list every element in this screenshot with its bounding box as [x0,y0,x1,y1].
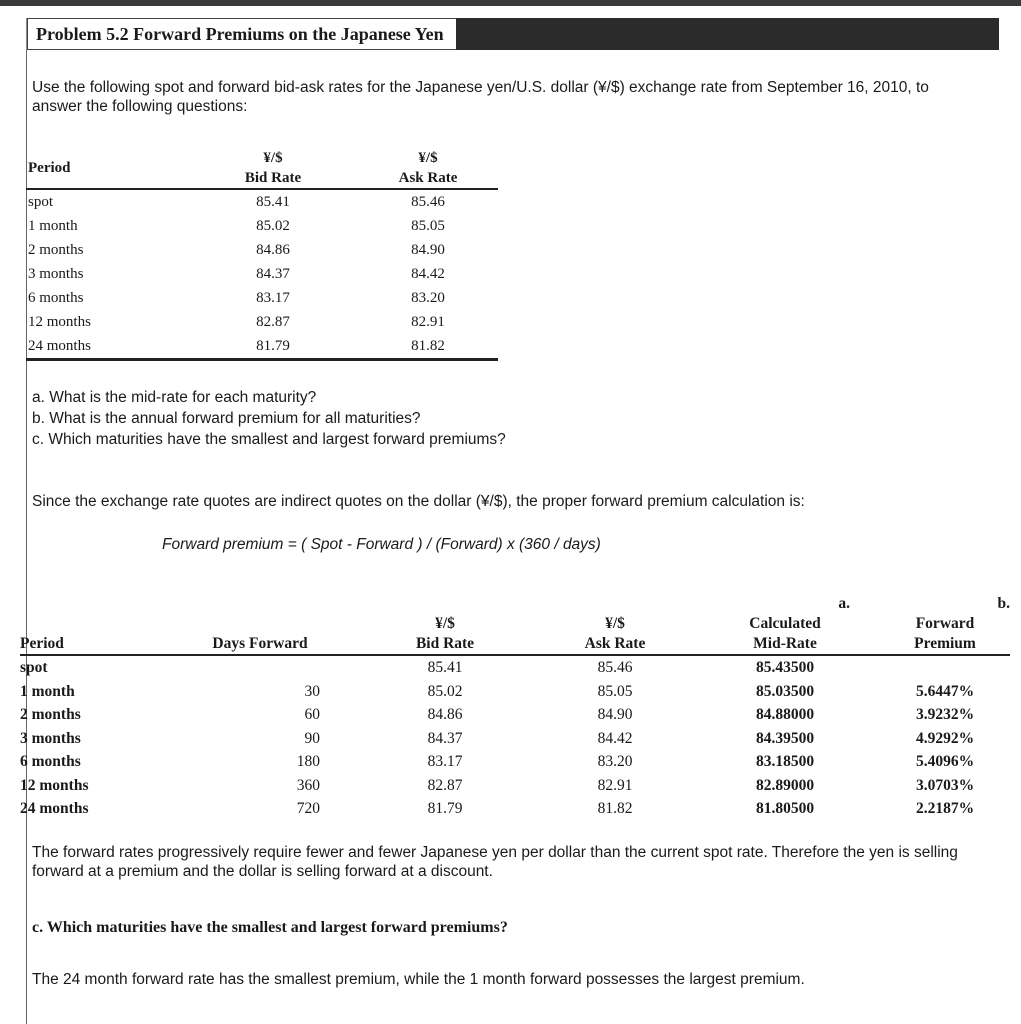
bid-cell: 85.41 [427,659,463,676]
mid-rate-cell: 85.03500 [755,682,815,700]
part-a-label: a. [838,595,850,612]
ask-cell: 84.42 [597,729,633,747]
premium-cell: 3.0703% [915,776,975,794]
mid-rate-cell: 81.80500 [755,800,815,817]
sol-bid-unit-header: ¥/$ [435,615,455,632]
ask-cell: 85.46 [597,659,633,676]
ask-cell: 82.91 [597,776,633,794]
top-border [0,0,1021,6]
table-row [20,797,1010,821]
premium-cell: 4.9292% [915,729,975,747]
days-cell: 720 [296,800,320,817]
mid-rate-cell: 82.89000 [755,776,815,794]
part-b-label: b. [997,595,1010,612]
bid-cell: 84.37 [256,266,290,282]
ask-cell: 85.05 [597,682,633,700]
mid-header-2: Mid-Rate [690,634,870,655]
sol-period-header: Period [20,634,160,655]
period-cell: 2 months [20,706,81,723]
premium-formula: Forward premium = ( Spot - Forward ) / (Forward) x (360 / days) [162,536,601,553]
mid-rate-cell: 84.88000 [755,706,815,723]
conclusion-text: The forward rates progressively require fewer and fewer Japanese yen per dollar than the current spot rate. Therefore the yen is selling forward at a premium and the dollar is selling forward at a discount. [32,844,958,880]
question-b: b. What is the annual forward premium for all maturities? [32,410,421,427]
bid-cell: 81.79 [188,334,358,360]
period-cell: 24 months [20,800,89,817]
period-cell: 2 months [28,242,84,258]
days-header: Days Forward [160,634,340,655]
premium-header-2: Premium [870,634,1010,655]
table-row [26,189,498,214]
ask-cell: 85.05 [411,218,445,234]
period-cell: 12 months [20,776,89,794]
ask-cell: 85.46 [411,194,445,210]
mid-rate-cell: 85.43500 [755,659,815,676]
bid-cell: 85.02 [256,218,290,234]
rates-table [26,148,498,361]
part-c-answer: The 24 month forward rate has the smallest premium, while the 1 month forward possesses the largest premium. [32,971,805,988]
period-cell: 1 month [28,218,78,234]
solution-table [20,594,1010,821]
explanation-text: Since the exchange rate quotes are indirect quotes on the dollar (¥/$), the proper forward premium calculation is: [32,493,805,510]
period-cell: 3 months [28,266,84,282]
period-header: Period [26,148,188,189]
period-cell: spot [20,659,48,676]
ask-cell: 83.20 [411,290,445,306]
ask-header: Ask Rate [358,168,498,189]
bid-unit-header: ¥/$ [263,150,283,166]
table-row [20,750,1010,774]
table-row [20,727,1010,751]
table-row [20,680,1010,704]
days-cell: 90 [304,729,320,747]
bid-cell: 83.17 [427,753,463,770]
table-row [26,238,498,262]
premium-cell: 5.6447% [915,682,975,700]
premium-cell [870,655,1010,680]
days-cell: 360 [296,776,320,794]
ask-cell: 81.82 [597,800,633,817]
premium-header-1: Forward [915,615,975,632]
table-row [26,262,498,286]
sol-ask-unit-header: ¥/$ [605,615,625,632]
bid-cell: 85.02 [427,682,463,700]
table-row [26,214,498,238]
table-row [26,310,498,334]
ask-cell: 84.42 [411,266,445,282]
period-cell: 3 months [20,729,81,747]
period-cell: 6 months [20,753,81,770]
ask-cell: 84.90 [597,706,633,723]
ask-cell: 82.91 [411,314,445,330]
intro-text: Use the following spot and forward bid-ask rates for the Japanese yen/U.S. dollar (¥/$) exchange rate from September 16, 2010, to answer the following questions: [32,79,929,115]
days-cell [160,655,340,680]
bid-cell: 85.41 [256,194,290,210]
mid-rate-cell: 84.39500 [755,729,815,747]
premium-cell: 3.9232% [915,706,975,723]
days-cell: 60 [304,706,320,723]
sol-ask-header: Ask Rate [520,634,690,655]
problem-title: Problem 5.2 Forward Premiums on the Japanese Yen [27,18,456,50]
period-cell: 12 months [28,314,91,330]
ask-cell: 81.82 [358,334,498,360]
sol-bid-header: Bid Rate [340,634,520,655]
title-banner [26,18,999,50]
period-cell: 24 months [26,334,188,360]
question-c: c. Which maturities have the smallest and largest forward premiums? [32,431,506,448]
table-row [20,655,1010,680]
question-a: a. What is the mid-rate for each maturity? [32,389,317,406]
period-cell: 1 month [20,682,75,700]
bid-cell: 81.79 [427,800,463,817]
ask-cell: 83.20 [597,753,633,770]
ask-unit-header: ¥/$ [418,150,438,166]
ask-cell: 84.90 [411,242,445,258]
table-row [26,334,498,360]
table-row [20,703,1010,727]
bid-header: Bid Rate [188,168,358,189]
period-cell: 6 months [28,290,84,306]
bid-cell: 84.37 [427,729,463,747]
mid-rate-cell: 83.18500 [755,753,815,770]
questions-list [32,387,506,450]
days-cell: 180 [296,753,320,770]
bid-cell: 82.87 [427,776,463,794]
period-cell: spot [28,194,54,210]
premium-cell: 5.4096% [915,753,975,770]
bid-cell: 84.86 [427,706,463,723]
premium-cell: 2.2187% [915,800,975,817]
bid-cell: 82.87 [256,314,290,330]
table-row [26,286,498,310]
days-cell: 30 [304,682,320,700]
bid-cell: 83.17 [256,290,290,306]
table-row [20,774,1010,798]
mid-header-1: Calculated [749,615,821,632]
bid-cell: 84.86 [256,242,290,258]
part-c-heading: c. Which maturities have the smallest and largest forward premiums? [32,919,508,936]
